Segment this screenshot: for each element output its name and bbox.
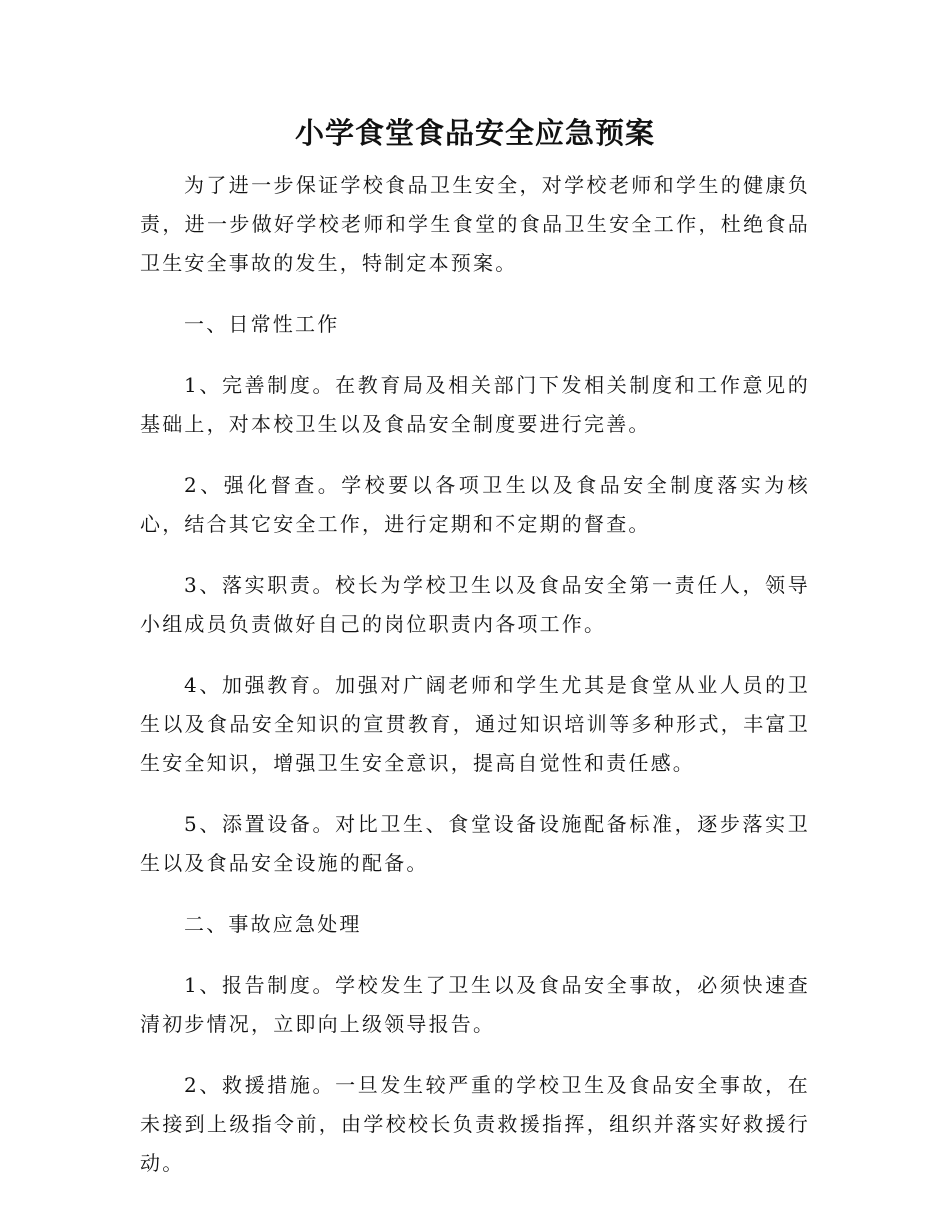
list-item: 3、落实职责。校长为学校卫生以及食品安全第一责任人，领导小组成员负责做好自己的岗位职责内各项工作。 [140,573,810,636]
document-title: 小学食堂食品安全应急预案 [294,116,655,150]
list-item: 2、救援措施。一旦发生较严重的学校卫生及食品安全事故，在未接到上级指令前，由学校校长负责救援指挥，组织并落实好救援行动。 [140,1073,810,1175]
section-heading-daily-work: 一、日常性工作 [184,312,340,336]
section-heading-emergency-handling: 二、事故应急处理 [184,912,362,936]
list-item: 2、强化督查。学校要以各项卫生以及食品安全制度落实为核心，结合其它安全工作，进行定期和不定期的督查。 [140,473,810,536]
intro-paragraph: 为了进一步保证学校食品卫生安全，对学校老师和学生的健康负责，进一步做好学校老师和学生食堂的食品卫生安全工作，杜绝食品卫生安全事故的发生，特制定本预案。 [140,173,810,275]
list-item: 5、添置设备。对比卫生、食堂设备设施配备标准，逐步落实卫生以及食品安全设施的配备。 [140,812,810,875]
document-body [140,166,810,1205]
list-item: 1、完善制度。在教育局及相关部门下发相关制度和工作意见的基础上，对本校卫生以及食品安全制度要进行完善。 [140,373,810,436]
list-item: 1、报告制度。学校发生了卫生以及食品安全事故，必须快速查清初步情况，立即向上级领导报告。 [140,973,810,1036]
list-item: 4、加强教育。加强对广阔老师和学生尤其是食堂从业人员的卫生以及食品安全知识的宣贯教育，通过知识培训等多种形式，丰富卫生安全知识，增强卫生安全意识，提高自觉性和责任感。 [140,673,810,775]
